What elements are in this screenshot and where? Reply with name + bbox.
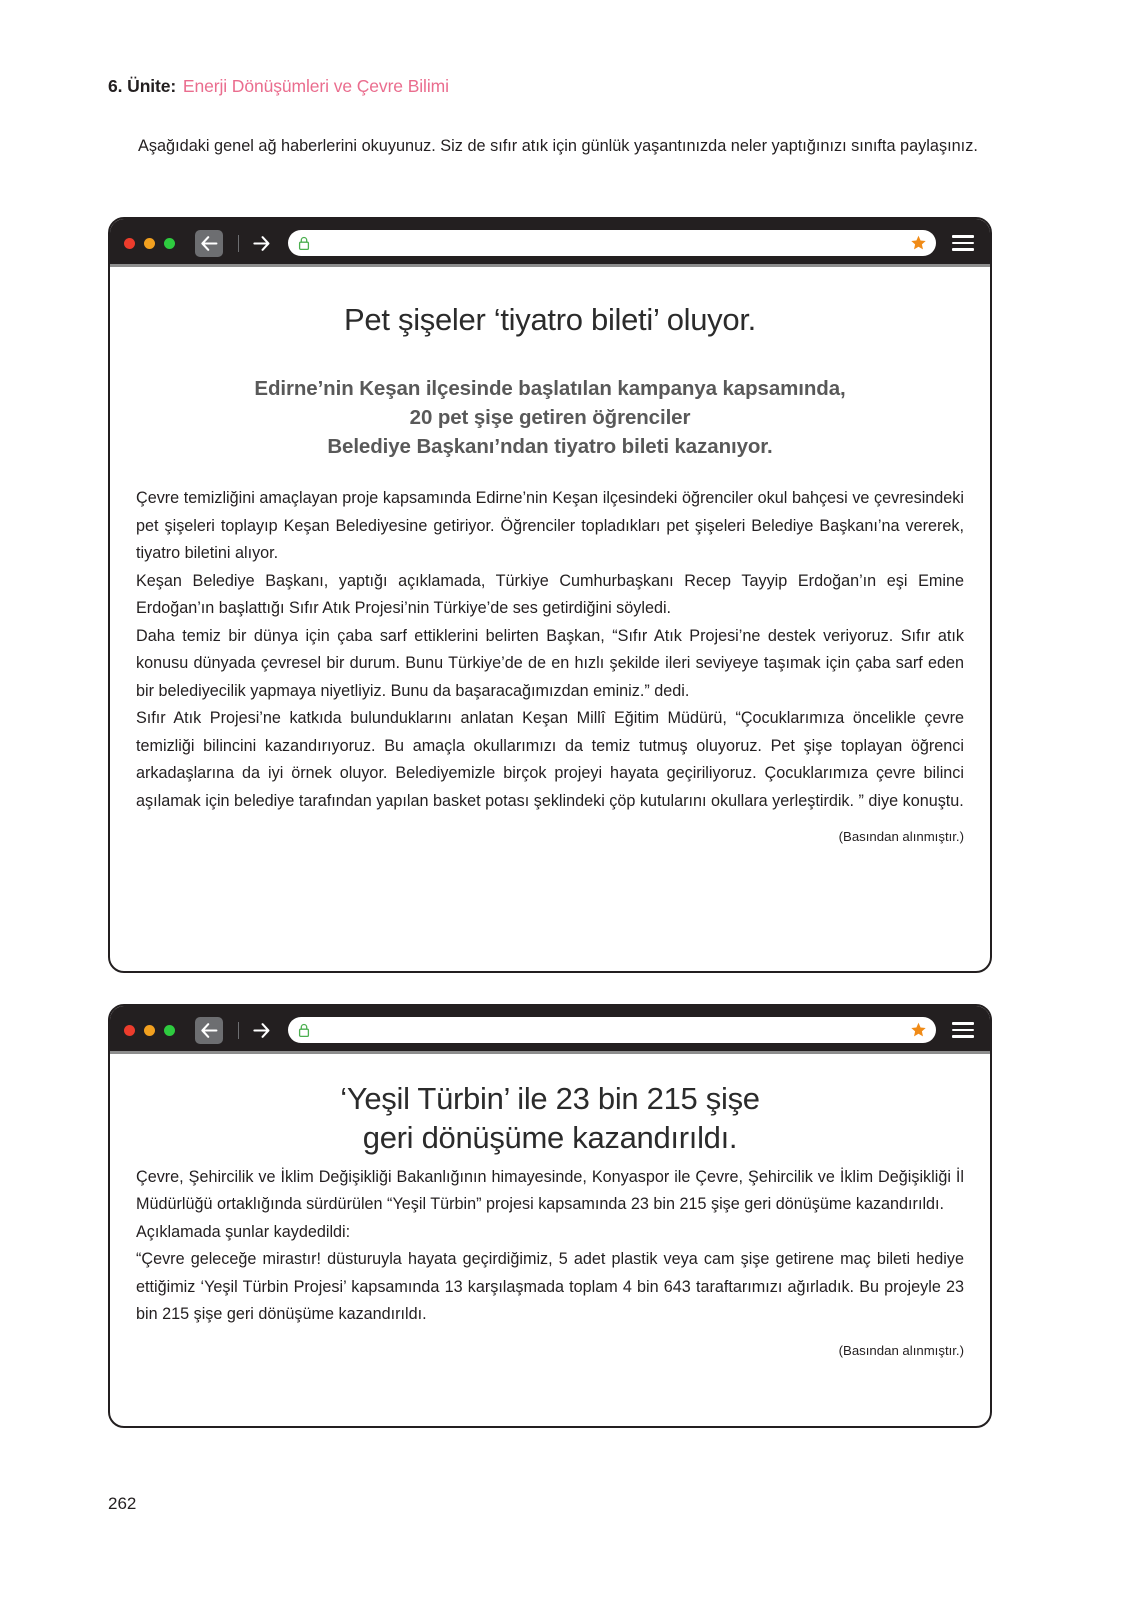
lock-icon [298,1023,310,1038]
forward-button[interactable] [248,230,274,256]
article-1-headline: Pet şişeler ‘tiyatro bileti’ oluyor. [344,302,756,337]
page-number: 262 [108,1494,137,1513]
article-paragraph: Açıklamada şunlar kaydedildi: [136,1222,351,1241]
forward-arrow-icon [253,236,270,251]
minimize-dot-icon[interactable] [144,238,155,249]
browser-window-1 [108,217,992,973]
close-dot-icon[interactable] [124,1025,135,1036]
url-input-2[interactable] [316,1023,904,1037]
maximize-dot-icon[interactable] [164,238,175,249]
hamburger-menu-icon[interactable] [952,1022,974,1038]
bookmark-star-icon[interactable] [910,1022,927,1038]
forward-button[interactable] [248,1017,274,1043]
article-1-body [136,485,964,815]
toolbar-divider [238,235,239,252]
bookmark-star-icon[interactable] [910,235,927,251]
article-2-body [136,1164,964,1329]
article-1 [110,301,990,844]
hamburger-menu-icon[interactable] [952,235,974,251]
article-2-headline [136,1080,964,1158]
lock-icon [298,236,310,251]
browser-window-2 [108,1004,992,1428]
url-bar-1[interactable] [288,230,936,256]
article-2 [110,1080,990,1358]
subhead-line: Edirne’nin Keşan ilçesinde başlatılan kampanya kapsamında, [254,376,846,400]
url-input-1[interactable] [316,236,904,250]
article-paragraph: Keşan Belediye Başkanı, yaptığı açıklamada, Türkiye Cumhurbaşkanı Recep Tayyip Erdoğan’ın eşi Emine Erdoğan’ın başlattığı Sıfır Atık Projesi’nin Türkiye’de ses getirdiğini söyledi. [136,571,964,618]
url-bar-2[interactable] [288,1017,936,1043]
browser-toolbar-1 [110,219,990,267]
article-paragraph: Çevre, Şehircilik ve İklim Değişikliği Bakanlığının himayesinde, Konyaspor ile Çevre, Şehircilik ve İklim Değişikliği İl Müdürlüğü ortaklığında sürdürülen “Yeşil Türbin” projesi kapsamında 23 bin 215 şişe geri dönüşüme kazandırıldı. [136,1167,964,1214]
article-1-subhead [136,374,964,461]
headline-line: ‘Yeşil Türbin’ ile 23 bin 215 şişe [340,1081,760,1116]
forward-arrow-icon [253,1023,270,1038]
unit-header [108,76,449,97]
article-paragraph: Çevre temizliğini amaçlayan proje kapsamında Edirne’nin Keşan ilçesindeki öğrenciler okul bahçesi ve çevresindeki pet şişeleri toplayıp Keşan Belediyesine getiriyor. Öğrenciler topladıkları pet şişeleri Belediye Başkanı’na vererek, tiyatro biletini alıyor. [136,489,964,563]
intro-paragraph: Aşağıdaki genel ağ haberlerini okuyunuz. Siz de sıfır atık için günlük yaşantınızda neler yaptığınızı sınıfta paylaşınız. [138,137,978,155]
traffic-lights-1 [124,238,175,249]
article-paragraph: Sıfır Atık Projesi’ne katkıda bulunduklarını anlatan Keşan Millî Eğitim Müdürü, “Çocuklarımıza öncelikle çevre temizliği bilincini kazandırıyoruz. Bu amaçla okullarımızı da temiz tutmuş oluyoruz. Pet şişe toplayan öğrenci arkadaşlarına da iyi örnek oluyor. Belediyemizle birçok projeyi hayata geçiriliyoruz. Çocuklarımıza çevre bilinci aşılamak için belediye tarafından yapılan basket potası şeklindeki çöp kutularını okullara yerleştirdik. ” diye konuştu. [136,709,964,810]
unit-number: 6. Ünite: [108,76,177,96]
unit-title: Enerji Dönüşümleri ve Çevre Bilimi [182,76,449,96]
subhead-line: 20 pet şişe getiren öğrenciler [409,405,691,429]
back-button[interactable] [195,230,223,257]
browser-toolbar-2 [110,1006,990,1054]
back-arrow-icon [201,1023,218,1038]
back-button[interactable] [195,1017,223,1044]
back-arrow-icon [201,236,218,251]
close-dot-icon[interactable] [124,238,135,249]
article-paragraph: “Çevre geleceğe mirastır! düsturuyla hayata geçirdiğimiz, 5 adet plastik veya cam şişe getirene maç bileti hediye ettiğimiz ‘Yeşil Türbin Projesi’ kapsamında 13 karşılaşmada toplam 4 bin 643 taraftarımızı ağırladık. Bu projeyle 23 bin 215 şişe geri dönüşüme kazandırıldı. [136,1250,964,1324]
subhead-line: Belediye Başkanı’ndan tiyatro bileti kazanıyor. [327,434,773,458]
maximize-dot-icon[interactable] [164,1025,175,1036]
minimize-dot-icon[interactable] [144,1025,155,1036]
article-paragraph: Daha temiz bir dünya için çaba sarf ettiklerini belirten Başkan, “Sıfır Atık Projesi’ne destek veriyoruz. Sıfır atık konusu dünyada çevresel bir durum. Bunu Türkiye’de de en hızlı şekilde ileri seviyeye taşımak için çaba sarf eden bir belediyecilik yapmaya niyetliyiz. Bunu da başaracağımızdan eminiz.” dedi. [136,626,964,700]
article-1-credit: (Basından alınmıştır.) [838,829,964,845]
traffic-lights-2 [124,1025,175,1036]
article-2-credit: (Basından alınmıştır.) [838,1342,964,1358]
toolbar-divider [238,1022,239,1039]
headline-line: geri dönüşüme kazandırıldı. [362,1119,738,1155]
